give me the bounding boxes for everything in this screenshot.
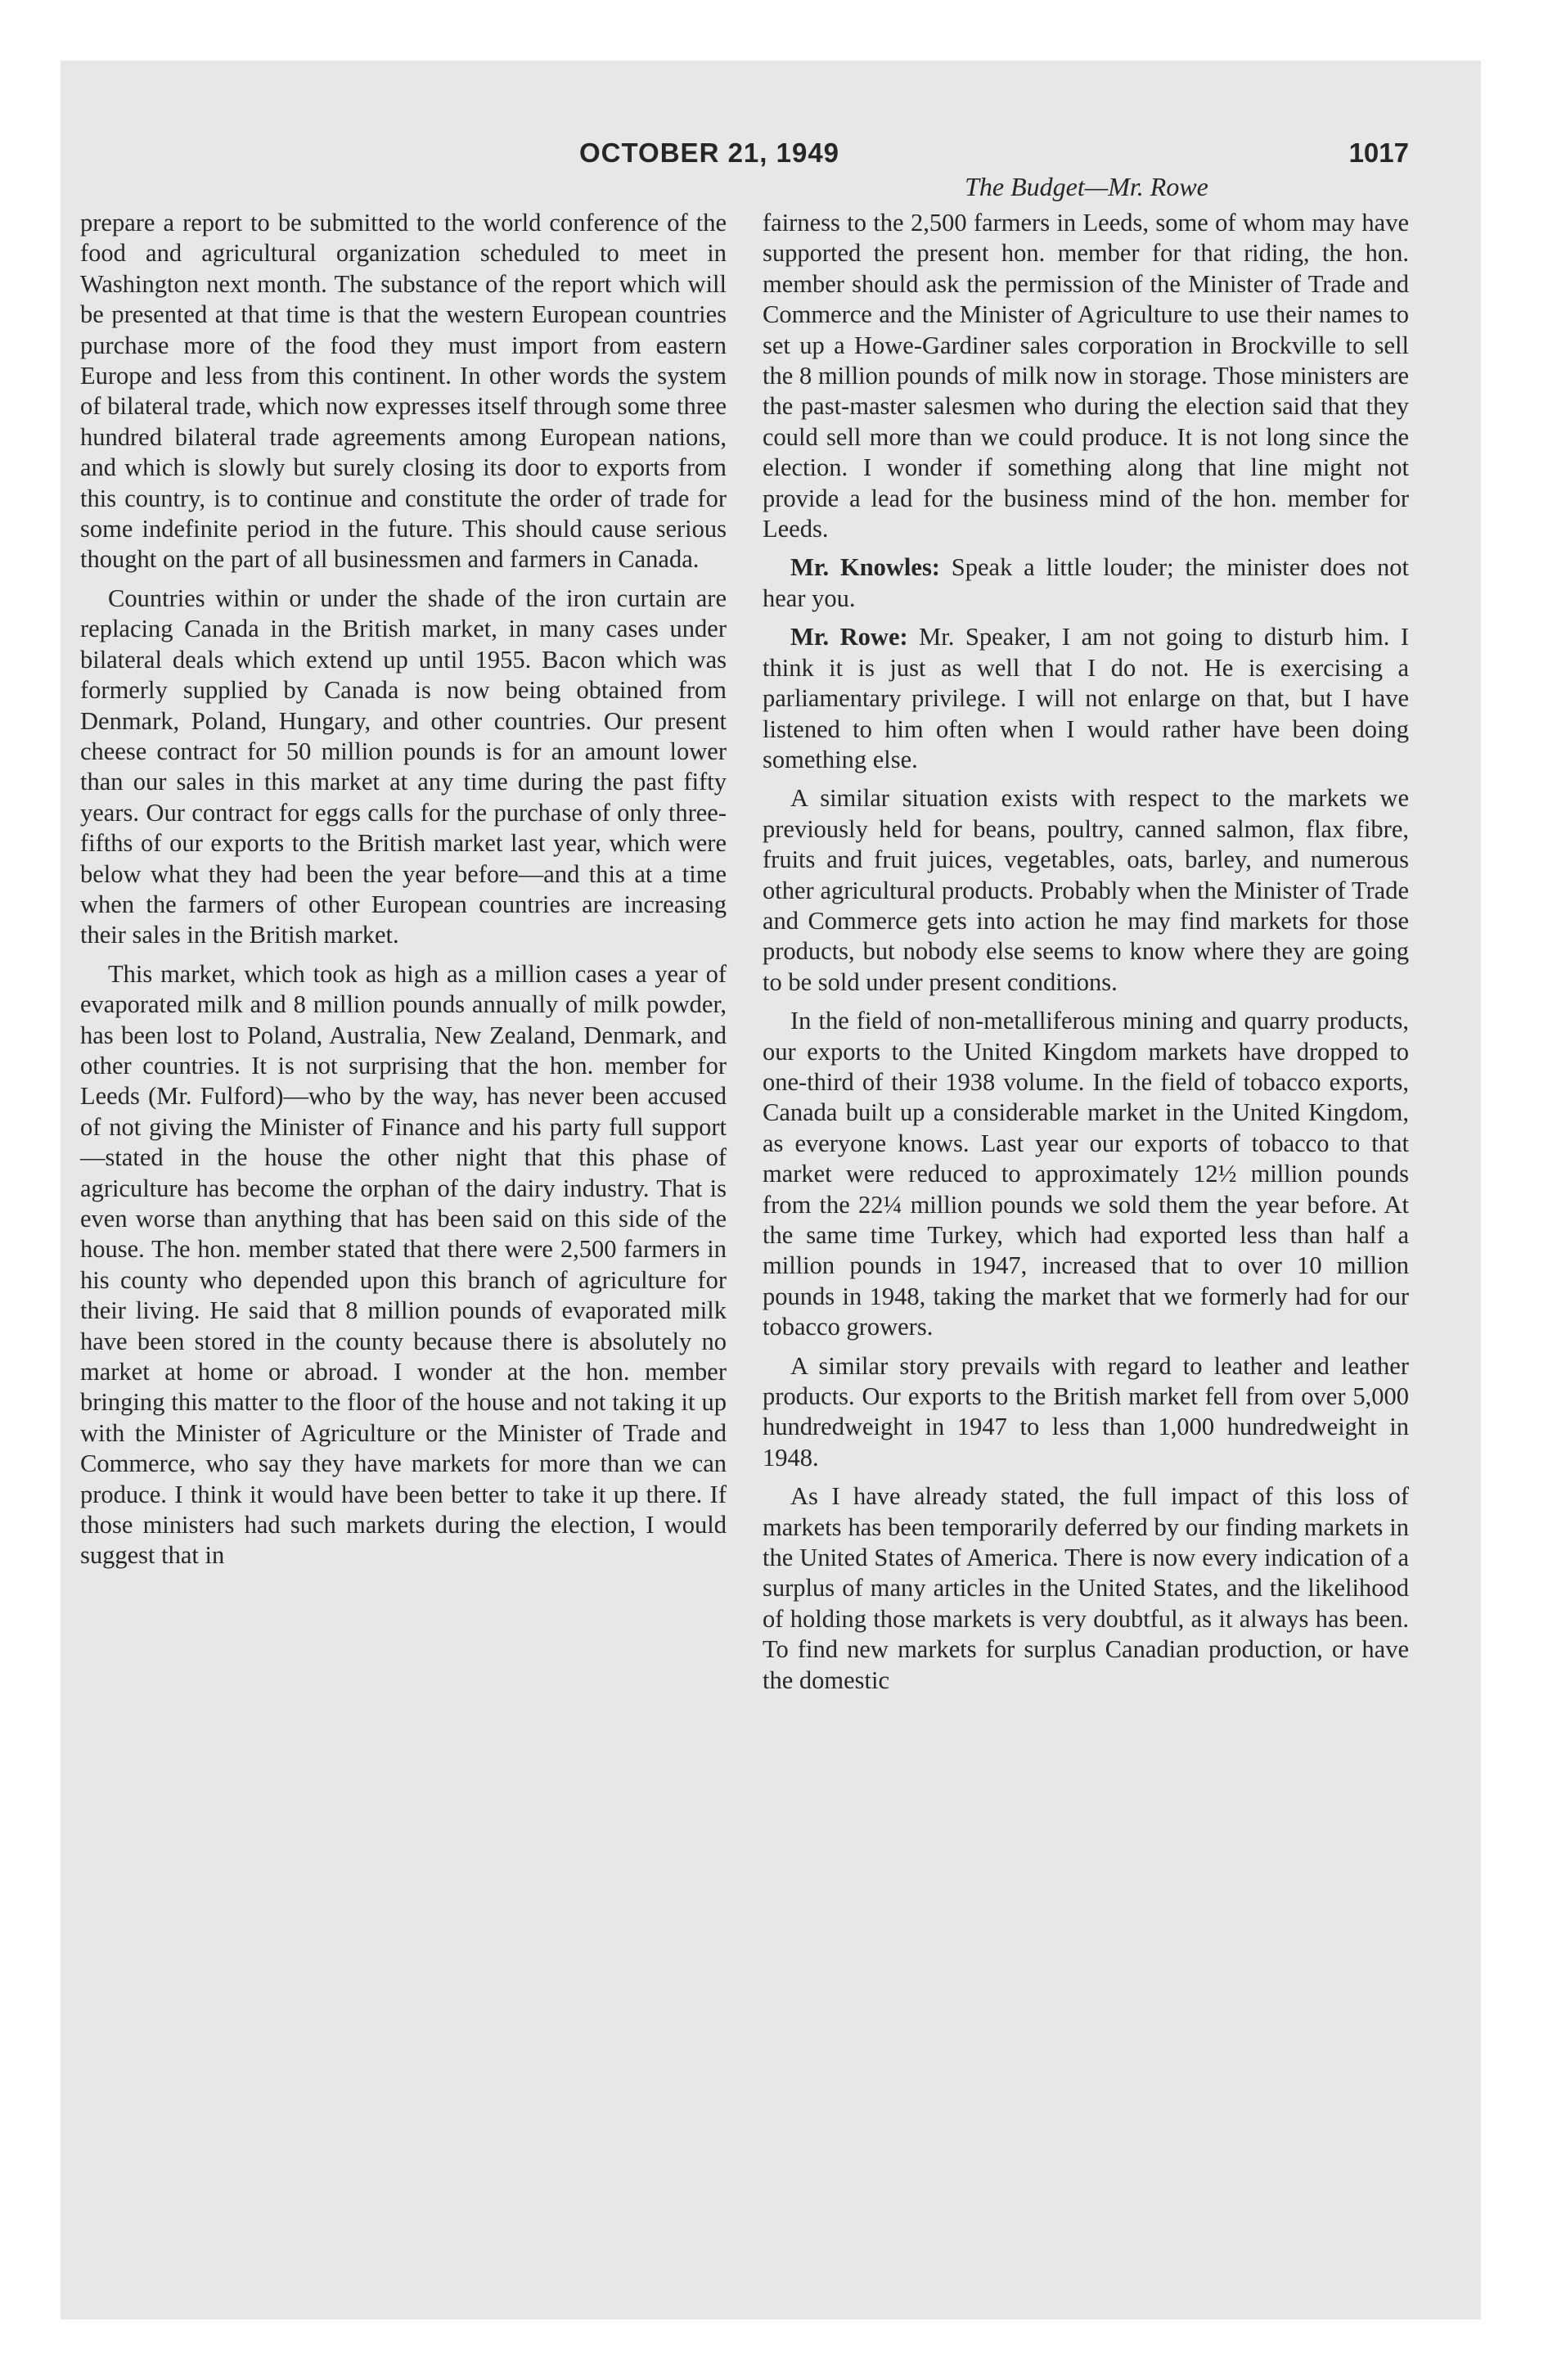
- paragraph: prepare a report to be submitted to the world conference of the food and agricultural organization scheduled to meet in Washington next month. The substance of the report which will be presented at that time is that the western European countries purchase more of the food they must import from eastern Europe and less from this continent. In other words the system of bilateral trade, which now expresses itself through some three hundred bilateral trade agreements among European nations, and which is slowly but surely closing its door to exports from this country, is to continue and constitute the order of trade for some indefinite period in the future. This should cause serious thought on the part of all businessmen and farmers in Canada.: [80, 209, 727, 574]
- paragraph: A similar situation exists with respect to the markets we previously held for beans, poultry, canned salmon, flax fibre, fruits and fruit juices, vegetables, oats, barley, and numerous other agricultural products. Probably when the Minister of Trade and Commerce gets into action he may find markets for those products, but nobody else seems to know where they are going to be sold under present conditions.: [763, 784, 1409, 996]
- speech-text: Speak a little louder; the minister does not hear you.: [763, 553, 1409, 612]
- paragraph: In the field of non-metalliferous mining and quarry products, our exports to the United Kingdom markets have dropped to one-third of their 1938 volume. In the field of tobacco exports, Canada built up a considerable market in the United Kingdom, as everyone knows. Last year our exports of tobacco to that market were reduced to approximately 12½ million pounds from the 22¼ million pounds we sold them the year before. At the same time Turkey, which had exported less than half a million pounds in 1947, increased that to over 10 million pounds in 1948, taking the market that we formerly had for our tobacco growers.: [763, 1007, 1409, 1341]
- paragraph: This market, which took as high as a million cases a year of evaporated milk and 8 million pounds annually of milk powder, has been lost to Poland, Australia, New Zealand, Denmark, and other countries. It is not surprising that the hon. member for Leeds (Mr. Fulford)—who by the way, has never been accused of not giving the Minister of Finance and his party full support—stated in the house the other night that this phase of agriculture has become the orphan of the dairy industry. That is even worse than anything that has been said on this side of the house. The hon. member stated that there were 2,500 farmers in his county who depended upon this branch of agriculture for their living. He said that 8 million pounds of evaporated milk have been stored in the county because there is absolutely no market at home or abroad. I wonder at the hon. member bringing this matter to the floor of the house and not taking it up with the Minister of Agriculture or the Minister of Trade and Commerce, who say they have markets for more than we can produce. I think it would have been better to take it up there. If those ministers had such markets during the election, I would suggest that in: [80, 959, 727, 1570]
- speaker-name: Mr. Knowles:: [790, 553, 940, 582]
- right-column: [763, 208, 1409, 1704]
- paragraph: As I have already stated, the full impact of this loss of markets has been temporarily deferred by our finding markets in the United States of America. There is now every indication of a surplus of many articles in the United States, and the likelihood of holding those markets is very doubtful, as it always has been. To find new markets for surplus Canadian production, or have the domestic: [763, 1482, 1409, 1694]
- running-head: The Budget—Mr. Rowe: [965, 172, 1208, 201]
- speaker-name: Mr. Rowe:: [790, 623, 908, 651]
- paragraph: fairness to the 2,500 farmers in Leeds, some of whom may have supported the present hon. member for that riding, the hon. member should ask the permission of the Minister of Trade and Commerce and the Minister of Agriculture to use their names to set up a Howe-Gardiner sales corporation in Brockville to sell the 8 million pounds of milk now in storage. Those ministers are the past-master salesmen who during the election said that they could sell more than we could produce. It is not long since the election. I wonder if something along that line might not provide a lead for the business mind of the hon. member for Leeds.: [763, 209, 1409, 543]
- page-number: 1017: [1348, 137, 1409, 168]
- speech-text: Mr. Speaker, I am not going to disturb him. I think it is just as well that I do not. He is exercising a parliamentary privilege. I will not enlarge on that, but I have listened to him often when I would rather have been doing something else.: [763, 623, 1409, 773]
- header-date: OCTOBER 21, 1949: [579, 137, 840, 168]
- speech-rowe: [763, 622, 1409, 775]
- paragraph: A similar story prevails with regard to leather and leather products. Our exports to the British market fell from over 5,000 hundredweight in 1947 to less than 1,000 hundredweight in 1948.: [763, 1351, 1409, 1472]
- speech-knowles: [763, 552, 1409, 614]
- paragraph: Countries within or under the shade of the iron curtain are replacing Canada in the British market, in many cases under bilateral deals which extend up until 1955. Bacon which was formerly supplied by Canada is now being obtained from Denmark, Poland, Hungary, and other countries. Our present cheese contract for 50 million pounds is for an amount lower than our sales in this market at any time during the past fifty years. Our contract for eggs calls for the purchase of only three-fifths of our exports to the British market last year, which were below what they had been the year before—and this at a time when the farmers of other European countries are increasing their sales in the British market.: [80, 584, 727, 949]
- left-column: [80, 208, 727, 1580]
